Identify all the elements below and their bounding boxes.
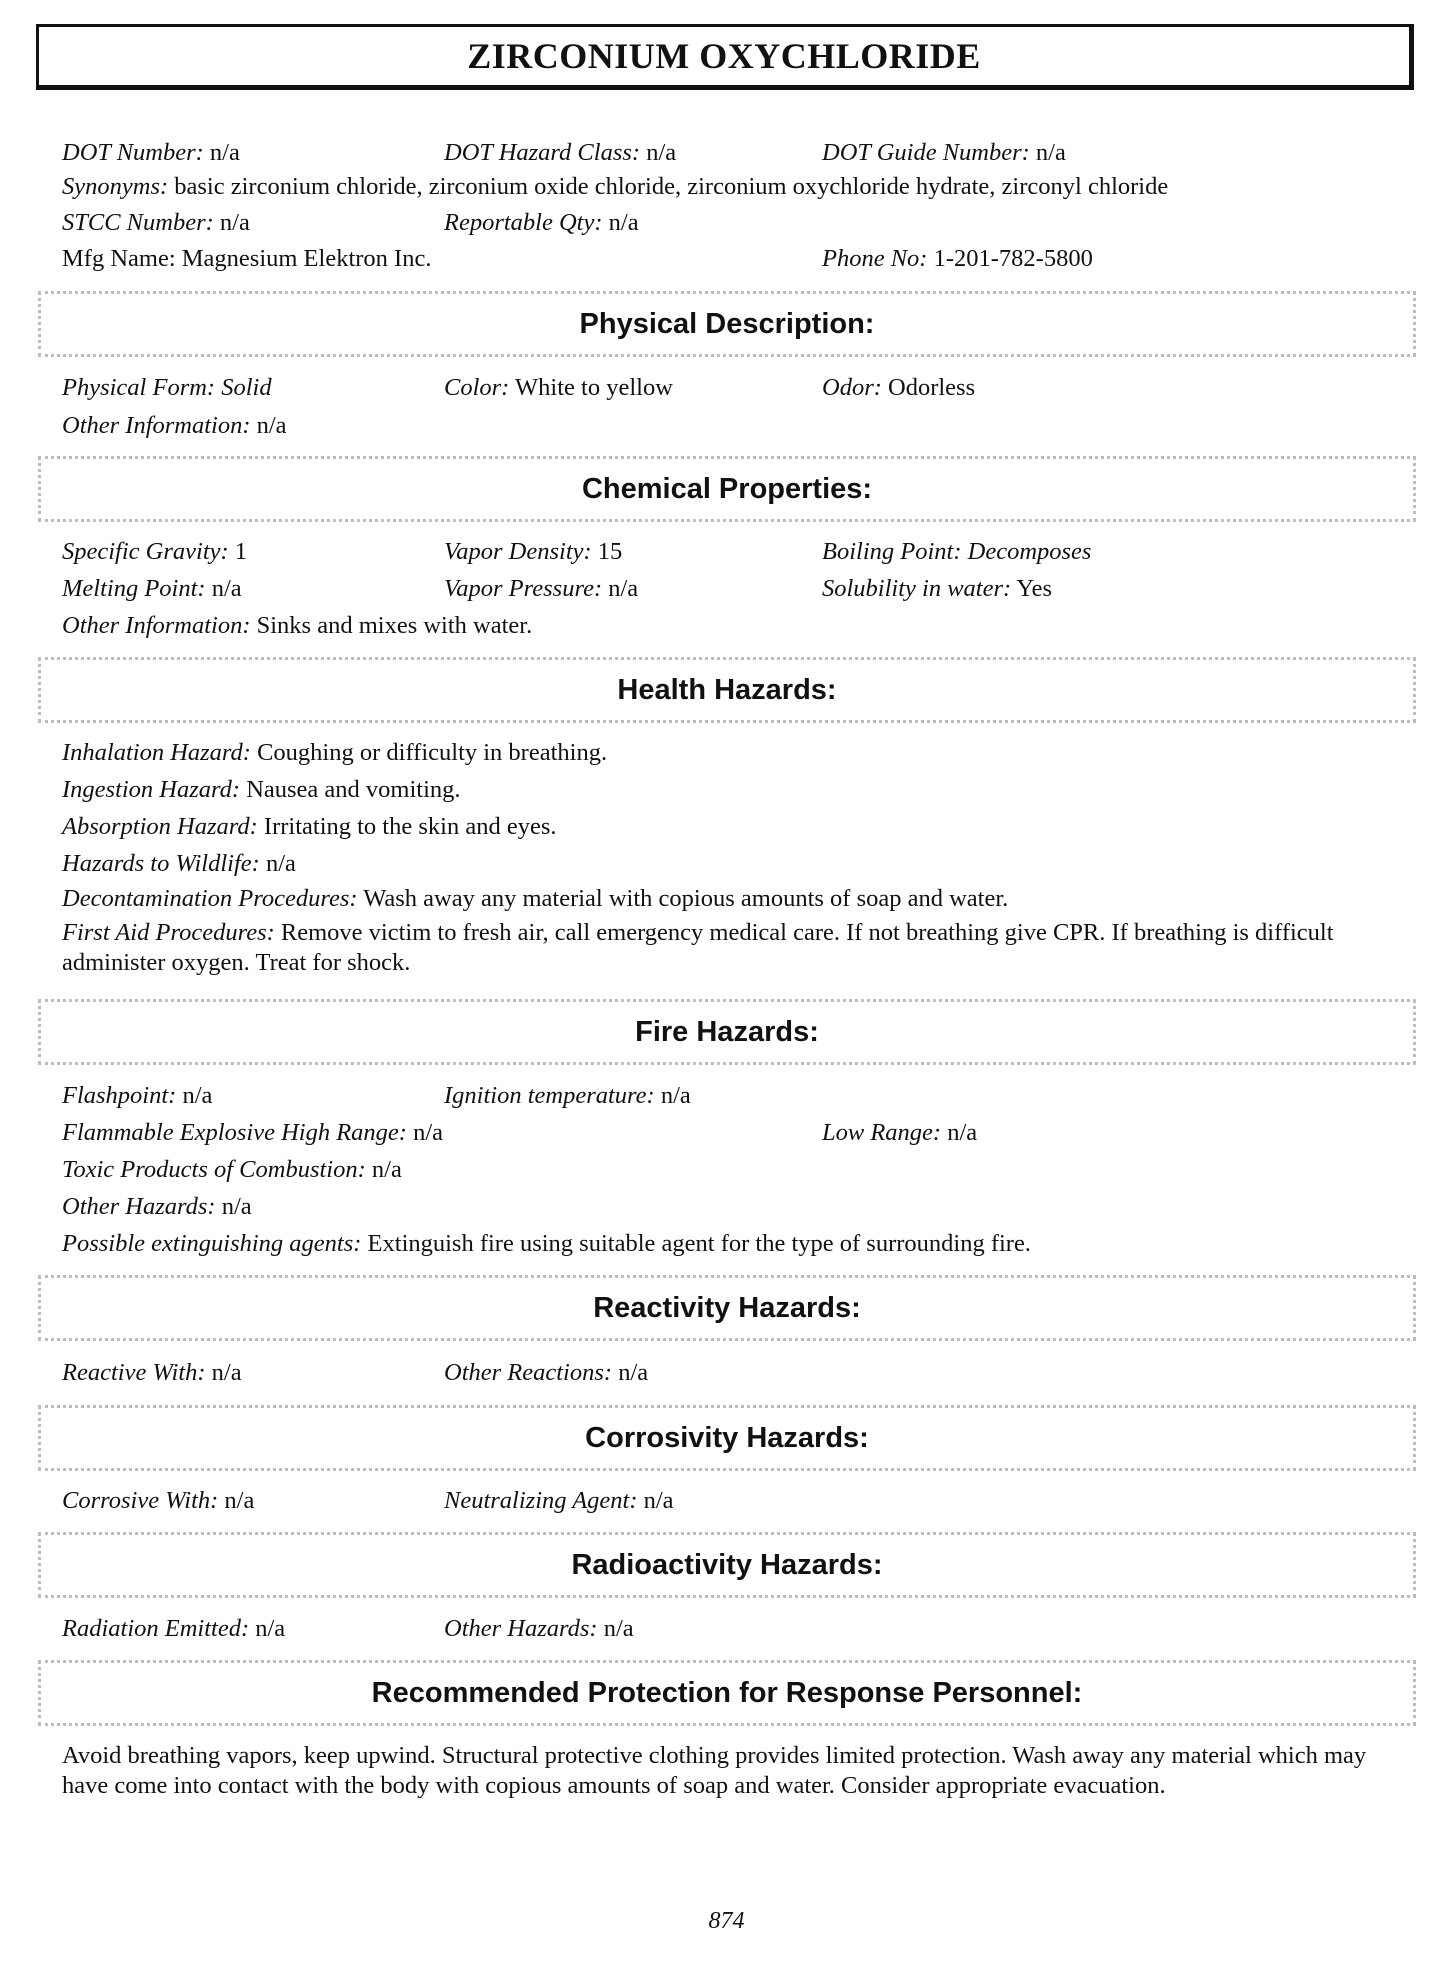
melting-point-field: Melting Point: n/a: [62, 575, 242, 602]
dot-guide-field: DOT Guide Number: n/a: [822, 139, 1066, 166]
neutralizing-agent-field: Neutralizing Agent: n/a: [444, 1487, 674, 1514]
wildlife-row: Hazards to Wildlife: n/a: [62, 850, 296, 877]
other-reactions-field: Other Reactions: n/a: [444, 1359, 649, 1386]
specific-gravity-field: Specific Gravity: 1: [62, 538, 248, 565]
decontamination-row: Decontamination Procedures: Wash away any material with copious amounts of soap and water.: [62, 885, 1009, 912]
physical-description-heading: Physical Description:: [579, 307, 875, 340]
radiation-emitted-field: Radiation Emitted: n/a: [62, 1615, 286, 1642]
page-number: 874: [708, 1908, 745, 1934]
radioactivity-hazards-header: [38, 1532, 1416, 1598]
fire-hazards-header: [38, 999, 1416, 1065]
radioactivity-hazards-heading: Radioactivity Hazards:: [571, 1548, 883, 1581]
synonyms-value: basic zirconium chloride, zirconium oxide chloride, zirconium oxychloride hydrate, zirconyl chloride: [174, 173, 1169, 200]
high-range-field: Flammable Explosive High Range: n/a: [62, 1119, 444, 1146]
solubility-field: Solubility in water: Yes: [822, 575, 1053, 602]
chemical-other-row: Other Information: Sinks and mixes with water.: [62, 612, 533, 639]
color-field: Color: White to yellow: [444, 374, 673, 401]
reportable-qty-field: Reportable Qty: n/a: [444, 209, 639, 236]
health-hazards-heading: Health Hazards:: [617, 673, 837, 706]
protection-paragraph: Avoid breathing vapors, keep upwind. Structural protective clothing provides limited protection. Wash away any material which may have come into contact with the body with copious amounts of soap and water. Consider appropriate evacuation.: [62, 1742, 1367, 1799]
extinguishing-row: Possible extinguishing agents: Extinguish fire using suitable agent for the type of surrounding fire.: [62, 1230, 1031, 1257]
mfg-name: Mfg Name: Magnesium Elektron Inc.: [62, 245, 432, 272]
corrosive-with-field: Corrosive With: n/a: [62, 1487, 255, 1514]
health-hazards-header: [38, 657, 1416, 723]
physical-form-field: Physical Form: Solid: [62, 374, 272, 401]
title-box: [36, 24, 1414, 90]
flashpoint-field: Flashpoint: n/a: [62, 1082, 213, 1109]
radio-other-hazards-field: Other Hazards: n/a: [444, 1615, 634, 1642]
fire-other-hazards-row: Other Hazards: n/a: [62, 1193, 252, 1220]
reactivity-hazards-heading: Reactivity Hazards:: [593, 1291, 861, 1324]
low-range-field: Low Range: n/a: [822, 1119, 978, 1146]
corrosivity-hazards-header: [38, 1405, 1416, 1471]
boiling-point-field: Boiling Point: Decomposes: [822, 538, 1092, 565]
inhalation-row: Inhalation Hazard: Coughing or difficulty in breathing.: [62, 739, 608, 766]
toxic-products-row: Toxic Products of Combustion: n/a: [62, 1156, 402, 1183]
ingestion-row: Ingestion Hazard: Nausea and vomiting.: [62, 776, 461, 803]
chemical-properties-heading: Chemical Properties:: [581, 472, 873, 505]
physical-other-row: Other Information: n/a: [62, 412, 287, 439]
reactivity-hazards-header: [38, 1275, 1416, 1341]
document-title: ZIRCONIUM OXYCHLORIDE: [467, 36, 981, 76]
reactive-with-field: Reactive With: n/a: [62, 1359, 242, 1386]
dot-hazard-field: DOT Hazard Class: n/a: [444, 139, 677, 166]
absorption-row: Absorption Hazard: Irritating to the skin and eyes.: [62, 813, 557, 840]
synonyms-label: Synonyms:: [62, 173, 169, 200]
physical-description-header: [38, 291, 1416, 357]
vapor-density-field: Vapor Density: 15: [444, 538, 623, 565]
protection-heading: Recommended Protection for Response Personnel:: [371, 1676, 1083, 1709]
corrosivity-hazards-heading: Corrosivity Hazards:: [585, 1421, 869, 1454]
fire-hazards-heading: Fire Hazards:: [635, 1015, 819, 1048]
ignition-temperature-field: Ignition temperature: n/a: [444, 1082, 691, 1109]
dot-number-field: DOT Number: n/a: [62, 139, 240, 166]
chemical-properties-header: [38, 456, 1416, 522]
first-aid-paragraph: First Aid Procedures: Remove victim to fresh air, call emergency medical care. If not breathing give CPR. If breathing is difficult administer oxygen. Treat for shock.: [62, 919, 1334, 976]
odor-field: Odor: Odorless: [822, 374, 976, 401]
protection-header: [38, 1660, 1416, 1726]
stcc-field: STCC Number: n/a: [62, 209, 250, 236]
synonyms-row: [62, 172, 1168, 202]
phone-field: Phone No: 1-201-782-5800: [822, 245, 1093, 272]
vapor-pressure-field: Vapor Pressure: n/a: [444, 575, 639, 602]
